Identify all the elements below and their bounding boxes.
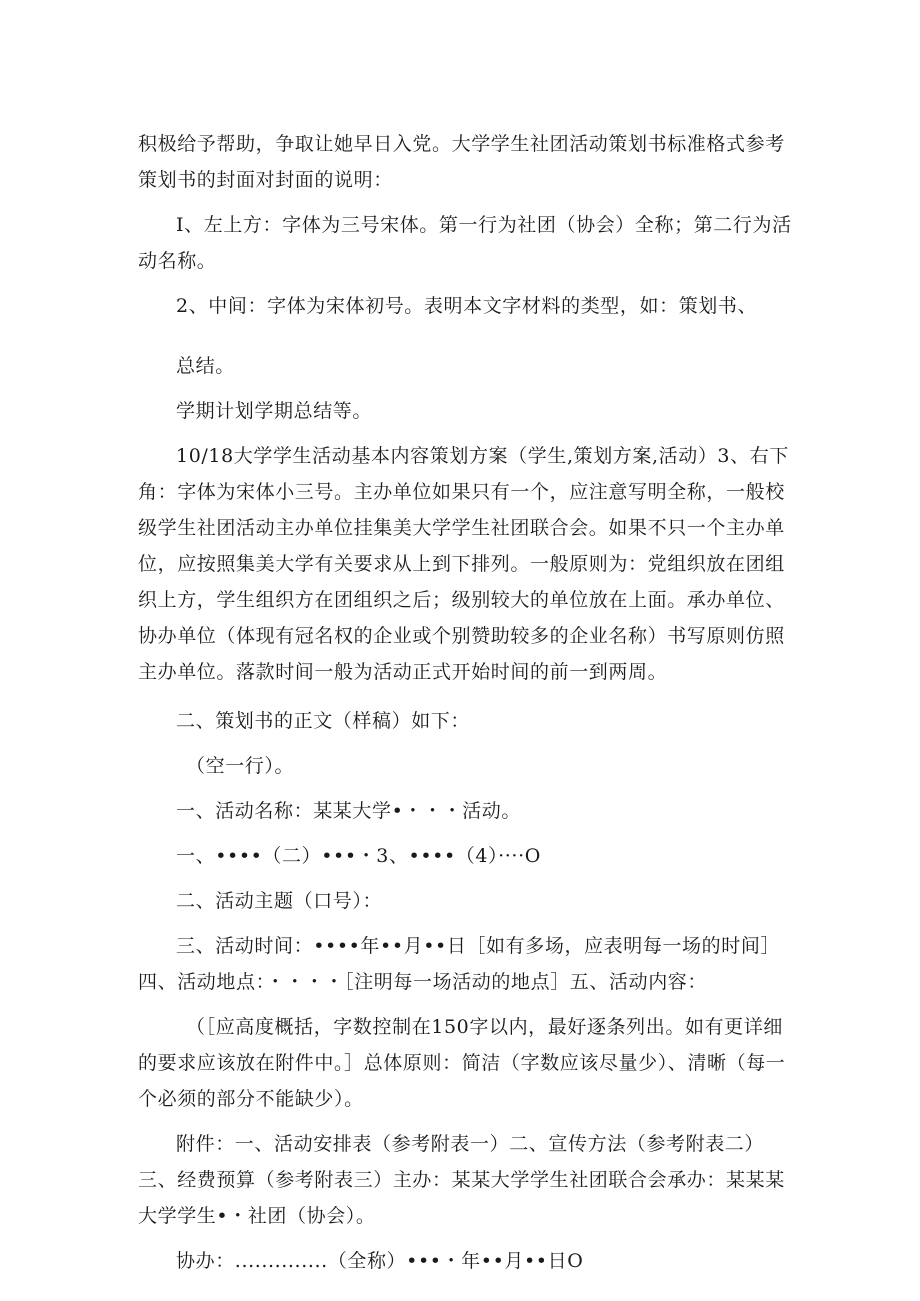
paragraph-activity-time: 三、活动时间：••••年••月••日［如有多场，应表明每一场的时间］四、活动地点：・・・・［注明每一场活动的地点］五、活动内容： (138, 935, 781, 993)
paragraph-intro: 积极给予帮助，争取让她早日入党。大学学生社团活动策划书标准格式参考策划书的封面对封面的说明： (138, 133, 785, 191)
document-body (138, 126, 798, 1279)
paragraph-attachments: 附件：一、活动安排表（参考附表一）二、宣传方法（参考附表二）三、经费预算（参考附表三）主办：某某大学学生社团联合会承办：某某某大学学生•・社团（协会）。 (138, 1133, 785, 1227)
paragraph-body-sample: 二、策划书的正文（样稿）如下： (176, 710, 471, 732)
paragraph-cover-middle: 2、中间：字体为宋体初号。表明本文字材料的类型，如：策划书、 (176, 295, 758, 317)
paragraph-co-organizer: 协办：..............（全称）•••・年••月••日O (176, 1250, 584, 1272)
paragraph-activity-content: （［应高度概括，字数控制在150字以内，最好逐条列出。如有更详细的要求应该放在附件中。］总体原则：简洁（字数应该尽量少）、清晰（每一个必须的部分不能缺少）。 (138, 1016, 786, 1110)
paragraph-numbering: 一、••••（二）•••・3、••••（4）····O (176, 845, 541, 867)
paragraph-bottom-right: 10/18大学学生活动基本内容策划方案（学生,策划方案,活动）3、右下角：字体为宋体小三号。主办单位如果只有一个，应注意写明全称，一般校级学生社团活动主办单位挂集美大学学生社团联合会。如果不只一个主办单位，应按照集美大学有关要求从上到下排列。一般原则为：党组织放在团组织上方，学生组织方在团组织之后；级别较大的单位放在上面。承办单位、协办单位（体现有冠名权的企业或个别赞助较多的企业名称）书写原则仿照主办单位。落款时间一般为活动正式开始时间的前一到两周。 (138, 445, 789, 683)
paragraph-blank-line: （空一行）。 (186, 755, 295, 777)
paragraph-activity-theme: 二、活动主题（口号）： (176, 890, 383, 912)
paragraph-summary: 总结。 (176, 355, 235, 377)
paragraph-term-plan: 学期计划学期总结等。 (176, 400, 373, 422)
paragraph-cover-top-left: I、左上方：字体为三号宋体。第一行为社团（协会）全称；第二行为活动名称。 (138, 214, 792, 272)
paragraph-activity-name: 一、活动名称：某某大学•・・・活动。 (176, 800, 522, 822)
